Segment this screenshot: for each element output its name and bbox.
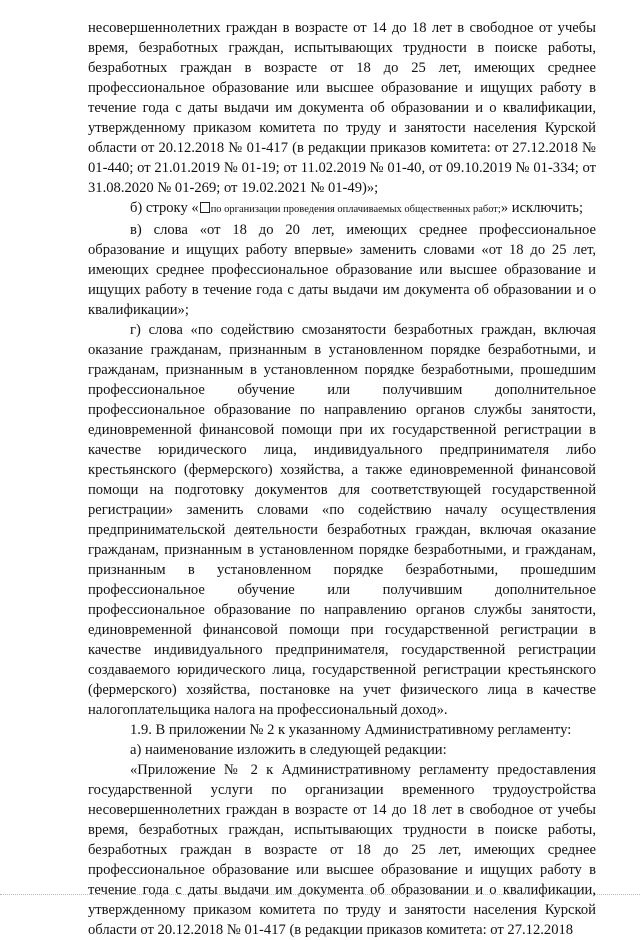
- item-b-quoted-row: по организации проведения оплачиваемых общественных работ;: [210, 204, 501, 215]
- item-b-suffix: » исключить;: [500, 200, 584, 216]
- scan-edge: [0, 894, 640, 905]
- document-page: [88, 18, 596, 940]
- paragraph-item-b: [88, 198, 596, 220]
- paragraph-appendix-title: «Приложение № 2 к Административному регламенту предоставления государственной услуги по организации временного трудоустройства несовершеннолетних граждан в возрасте от 14 до 18 лет в свободное от учебы время, безработных граждан, испытывающих трудности в поиске работы, безработных граждан в возрасте от 18 до 25 лет, имеющих среднее профессиональное образование или высшее образование и ищущих работу в течение года с даты выдачи им документа об образовании и о квалификации, утвержденному приказом комитета по труду и занятости населения Курской области от 20.12.2018 № 01-417 (в редакции приказов комитета: от 27.12.2018: [88, 762, 596, 938]
- paragraph-1-9: 1.9. В приложении № 2 к указанному Административному регламенту:: [130, 722, 572, 738]
- item-b-prefix: б) строку «: [130, 200, 199, 216]
- paragraph-item-a: а) наименование изложить в следующей редакции:: [130, 742, 447, 758]
- checkbox-glyph-icon: [200, 202, 210, 213]
- paragraph-continuation: несовершеннолетних граждан в возрасте от 14 до 18 лет в свободное от учебы время, безработных граждан, испытывающих трудности в поиске работы, безработных граждан в возрасте от 18 до 25 лет, имеющих среднее профессиональное образование или высшее образование и ищущих работу в течение года с даты выдачи им документа об образовании и о квалификации, утвержденному приказом комитета по труду и занятости населения Курской области от 20.12.2018 № 01-417 (в редакции приказов комитета: от 27.12.2018 № 01-440; от 21.01.2019 № 01-19; от 11.02.2019 № 01-40, от 09.10.2019 № 01-334; от 31.08.2020 № 01-269; от 19.02.2021 № 01-49)»;: [88, 20, 596, 196]
- paragraph-item-g: г) слова «по содействию смозанятости безработных граждан, включая оказание гражданам, признанным в установленном порядке безработными, и гражданам, признанным в установленном порядке безработными, прошедшим профессиональное обучение или получившим дополнительное профессиональное образование по направлению органов службы занятости, единовременной финансовой помощи при их государственной регистрации в качестве юридического лица, индивидуального предпринимателя либо крестьянского (фермерского) хозяйства, а также единовременной финансовой помощи на подготовку документов для соответствующей государственной регистрации» заменить словами «по содействию началу осуществления предпринимательской деятельности безработных граждан, включая оказание гражданам, признанным в установленном порядке безработными, и гражданам, признанным в установленном порядке безработными, прошедшим профессиональное обучение или получившим дополнительное профессиональное образование по направлению органов службы занятости, единовременной финансовой помощи при государственной регистрации в качестве индивидуального предпринимателя, государственной регистрации создаваемого юридического лица, государственной регистрации крестьянского (фермерского) хозяйства, постановке на учет физического лица в качестве налогоплательщика налога на профессиональный доход».: [88, 322, 596, 718]
- paragraph-item-v: в) слова «от 18 до 20 лет, имеющих среднее профессиональное образование и ищущих работу впервые» заменить словами «от 18 до 25 лет, имеющих среднее профессиональное образование или высшее образование и ищущих работу в течение года с даты выдачи им документа об образовании и о квалификации»;: [88, 222, 596, 318]
